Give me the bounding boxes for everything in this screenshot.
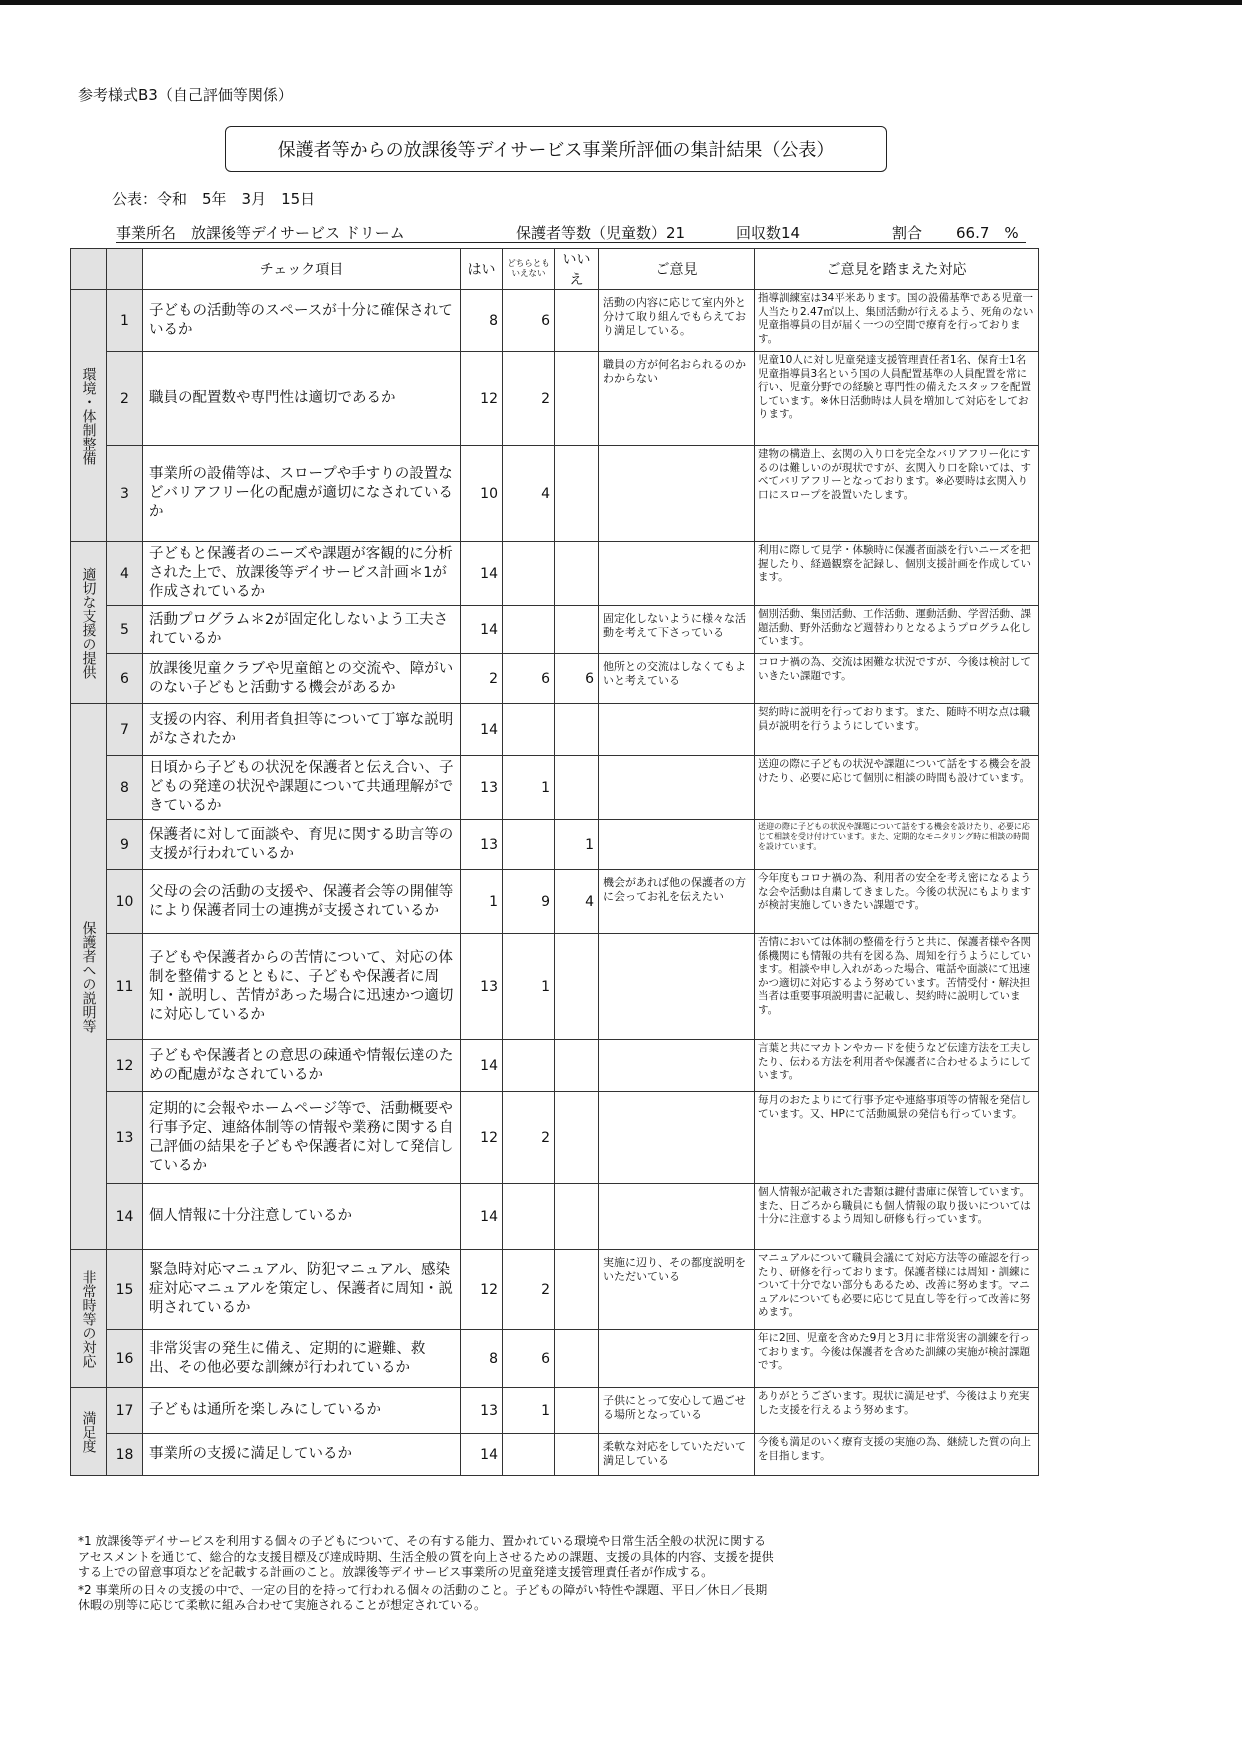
office-name: 事業所名 放課後等デイサービス ドリーム [116, 224, 405, 242]
opinion-text [599, 1184, 755, 1250]
opinion-text: 活動の内容に応じて室内外と分けて取り組んでもらえており満足している。 [599, 290, 755, 352]
guardian-count: 保護者等数（児童数）21 [516, 224, 686, 242]
check-item: 職員の配置数や専門性は適切であるか [143, 352, 461, 446]
yes-count: 13 [461, 1388, 503, 1434]
row-number: 2 [107, 352, 143, 446]
check-item: 子どもの活動等のスペースが十分に確保されているか [143, 290, 461, 352]
no-count [555, 704, 599, 756]
neither-count: 2 [503, 352, 555, 446]
table-row [71, 542, 1039, 606]
neither-count: 6 [503, 654, 555, 704]
response-count: 回収数14 [736, 224, 801, 242]
table-row [71, 606, 1039, 654]
response-text: 児童10人に対し児童発達支援管理責任者1名、保育士1名児童指導員3名という国の人員配置基準の人員配置を常に行い、児童分野での経験と専門性の備えたスタッフを配置しています。※休日活動時は人員を増加して対応をしております。 [755, 352, 1039, 446]
check-item: 定期的に会報やホームページ等で、活動概要や行事予定、連絡体制等の情報や業務に関する自己評価の結果を子どもや保護者に対して発信しているか [143, 1092, 461, 1184]
check-item: 事業所の設備等は、スロープや手すりの設置などバリアフリー化の配慮が適切になされているか [143, 446, 461, 542]
no-count [555, 1330, 599, 1388]
check-item: 緊急時対応マニュアル、防犯マニュアル、感染症対応マニュアルを策定し、保護者に周知・説明されているか [143, 1250, 461, 1330]
no-count [555, 352, 599, 446]
document-title: 保護者等からの放課後等デイサービス事業所評価の集計結果（公表） [225, 126, 887, 172]
opinion-text [599, 704, 755, 756]
table-row [71, 1250, 1039, 1330]
header-response: ご意見を踏まえた対応 [755, 249, 1039, 290]
response-text: 送迎の際に子どもの状況や課題について話をする機会を設けたり、必要に応じて個別に相談の時間も設けています。 [755, 756, 1039, 820]
category-label: 適切な支援の提供 [71, 542, 107, 704]
row-number: 10 [107, 870, 143, 934]
table-row [71, 1434, 1039, 1476]
no-count [555, 756, 599, 820]
no-count [555, 290, 599, 352]
opinion-text [599, 1092, 755, 1184]
response-text: 今年度もコロナ禍の為、利用者の安全を考え密になるような会や活動は自粛してきました。今後の状況にもよりますが検討実施していきたい課題です。 [755, 870, 1039, 934]
check-item: 放課後児童クラブや児童館との交流や、障がいのない子どもと活動する機会があるか [143, 654, 461, 704]
neither-count: 2 [503, 1250, 555, 1330]
opinion-text [599, 1330, 755, 1388]
check-item: 活動プログラム＊2が固定化しないよう工夫されているか [143, 606, 461, 654]
neither-count [503, 1040, 555, 1092]
table-row [71, 1184, 1039, 1250]
response-text: 建物の構造上、玄関の入り口を完全なバリアフリー化にするのは難しいのが現状ですが、玄関入り口を除いては、すべてバリアフリーとなっております。※必要時は玄関入り口にスロープを設置いたします。 [755, 446, 1039, 542]
table-row [71, 870, 1039, 934]
no-count [555, 1434, 599, 1476]
response-text: 個人情報が記載された書類は鍵付書庫に保管しています。また、日ごろから職員にも個人情報の取り扱いについては十分に注意するよう周知し研修も行っています。 [755, 1184, 1039, 1250]
opinion-text [599, 446, 755, 542]
yes-count: 13 [461, 756, 503, 820]
row-number: 15 [107, 1250, 143, 1330]
yes-count: 14 [461, 704, 503, 756]
no-count [555, 446, 599, 542]
opinion-text [599, 820, 755, 870]
no-count [555, 1250, 599, 1330]
yes-count: 12 [461, 1092, 503, 1184]
header-neither: どちらともいえない [503, 249, 555, 290]
response-text: 苦情においては体制の整備を行うと共に、保護者様や各関係機関にも情報の共有を図る為、周知を行うようにしています。相談や申し入れがあった場合、電話や面談にて迅速かつ適切に対応するよう努めています。苦情受付・解決担当者は重要事項説明書に記載し、契約時に説明しています。 [755, 934, 1039, 1040]
header-number-cell [107, 249, 143, 290]
table-row [71, 820, 1039, 870]
opinion-text [599, 934, 755, 1040]
row-number: 5 [107, 606, 143, 654]
yes-count: 8 [461, 1330, 503, 1388]
row-number: 6 [107, 654, 143, 704]
row-number: 1 [107, 290, 143, 352]
evaluation-table [70, 248, 1039, 1476]
neither-count: 9 [503, 870, 555, 934]
header-yes: はい [461, 249, 503, 290]
table-row [71, 654, 1039, 704]
row-number: 12 [107, 1040, 143, 1092]
check-item: 非常災害の発生に備え、定期的に避難、救出、その他必要な訓練が行われているか [143, 1330, 461, 1388]
table-row [71, 1092, 1039, 1184]
reference-label: 参考様式B3（自己評価等関係） [78, 86, 293, 104]
row-number: 11 [107, 934, 143, 1040]
check-item: 日頃から子どもの状況を保護者と伝え合い、子どもの発達の状況や課題について共通理解ができているか [143, 756, 461, 820]
response-text: 年に2回、児童を含めた9月と3月に非常災害の訓練を行っております。今後は保護者を含めた訓練の実施が検討課題です。 [755, 1330, 1039, 1388]
category-label: 保護者への説明等 [71, 704, 107, 1250]
opinion-text: 職員の方が何名おられるのかわからない [599, 352, 755, 446]
neither-count: 6 [503, 290, 555, 352]
neither-count [503, 820, 555, 870]
ratio-label: 割合 [892, 224, 923, 242]
publication-date: 公表：令和 5年 3月 15日 [112, 190, 316, 208]
row-number: 4 [107, 542, 143, 606]
row-number: 7 [107, 704, 143, 756]
response-text: 利用に際して見学・体験時に保護者面談を行いニーズを把握したり、経過観察を記録し、個別支援計画を作成しています。 [755, 542, 1039, 606]
response-text: 毎月のおたよりにて行事予定や連絡事項等の情報を発信しています。又、HPにて活動風景の発信も行っています。 [755, 1092, 1039, 1184]
check-item: 支援の内容、利用者負担等について丁寧な説明がなされたか [143, 704, 461, 756]
table-row [71, 446, 1039, 542]
row-number: 3 [107, 446, 143, 542]
response-text: 指導訓練室は34平米あります。国の設備基準である児童一人当たり2.47㎡以上、集団活動が行えるよう、死角のない児童指導員の目が届く一つの空間で療育を行っております。 [755, 290, 1039, 352]
category-label: 非常時等の対応 [71, 1250, 107, 1388]
neither-count: 4 [503, 446, 555, 542]
response-text: コロナ禍の為、交流は困難な状況ですが、今後は検討していきたい課題です。 [755, 654, 1039, 704]
neither-count: 1 [503, 756, 555, 820]
check-item: 保護者に対して面談や、育児に関する助言等の支援が行われているか [143, 820, 461, 870]
neither-count [503, 606, 555, 654]
neither-count: 1 [503, 1388, 555, 1434]
opinion-text: 機会があれば他の保護者の方に会ってお礼を伝えたい [599, 870, 755, 934]
table-row [71, 352, 1039, 446]
response-text: 個別活動、集団活動、工作活動、運動活動、学習活動、課題活動、野外活動など週替わりとなるようプログラム化しています。 [755, 606, 1039, 654]
footnotes [78, 1534, 778, 1616]
row-number: 14 [107, 1184, 143, 1250]
category-label: 環境・体制整備 [71, 290, 107, 542]
check-item: 子どもは通所を楽しみにしているか [143, 1388, 461, 1434]
neither-count: 2 [503, 1092, 555, 1184]
response-text: 言葉と共にマカトンやカードを使うなど伝達方法を工夫したり、伝わる方法を利用者や保護者に合わせるようにしています。 [755, 1040, 1039, 1092]
neither-count [503, 1434, 555, 1476]
neither-count: 1 [503, 934, 555, 1040]
row-number: 9 [107, 820, 143, 870]
row-number: 18 [107, 1434, 143, 1476]
opinion-text: 柔軟な対応をしていただいて満足している [599, 1434, 755, 1476]
opinion-text: 実施に辺り、その都度説明をいただいている [599, 1250, 755, 1330]
check-item: 子どもや保護者からの苦情について、対応の体制を整備するとともに、子どもや保護者に周知・説明し、苦情があった場合に迅速かつ適切に対応しているか [143, 934, 461, 1040]
response-text: 今後も満足のいく療育支援の実施の為、継続した質の向上を目指します。 [755, 1434, 1039, 1476]
no-count: 6 [555, 654, 599, 704]
check-item: 子どもや保護者との意思の疎通や情報伝達のための配慮がなされているか [143, 1040, 461, 1092]
header-item: チェック項目 [143, 249, 461, 290]
table-row [71, 934, 1039, 1040]
check-item: 子どもと保護者のニーズや課題が客観的に分析された上で、放課後等デイサービス計画＊1が作成されているか [143, 542, 461, 606]
yes-count: 1 [461, 870, 503, 934]
response-text: 契約時に説明を行っております。また、随時不明な点は職員が説明を行うようにしています。 [755, 704, 1039, 756]
row-number: 16 [107, 1330, 143, 1388]
header-opinion: ご意見 [599, 249, 755, 290]
opinion-text: 固定化しないように様々な活動を考えて下さっている [599, 606, 755, 654]
table-row [71, 704, 1039, 756]
opinion-text [599, 1040, 755, 1092]
header-no: いいえ [555, 249, 599, 290]
no-count [555, 1040, 599, 1092]
yes-count: 12 [461, 352, 503, 446]
yes-count: 8 [461, 290, 503, 352]
neither-count [503, 704, 555, 756]
yes-count: 2 [461, 654, 503, 704]
no-count [555, 542, 599, 606]
row-number: 17 [107, 1388, 143, 1434]
response-text: 送迎の際に子どもの状況や課題について話をする機会を設けたり、必要に応じて相談を受け付けています。また、定期的なモニタリング時に相談の時間を設けています。 [755, 820, 1039, 870]
yes-count: 14 [461, 606, 503, 654]
table-row [71, 1388, 1039, 1434]
yes-count: 13 [461, 934, 503, 1040]
header-row [71, 249, 1039, 290]
response-text: マニュアルについて職員会議にて対応方法等の確認を行ったり、研修を行っております。保護者様には周知・訓練について十分でない部分もあるため、改善に努めます。マニュアルについても必要に応じて見直し等を行って改善に努めます。 [755, 1250, 1039, 1330]
no-count [555, 1184, 599, 1250]
opinion-text [599, 542, 755, 606]
opinion-text: 他所との交流はしなくてもよいと考えている [599, 654, 755, 704]
row-number: 13 [107, 1092, 143, 1184]
yes-count: 14 [461, 1434, 503, 1476]
yes-count: 12 [461, 1250, 503, 1330]
top-border [0, 0, 1242, 5]
header-category-cell [71, 249, 107, 290]
check-item: 事業所の支援に満足しているか [143, 1434, 461, 1476]
neither-count [503, 542, 555, 606]
opinion-text: 子供にとって安心して過ごせる場所となっている [599, 1388, 755, 1434]
no-count [555, 934, 599, 1040]
check-item: 父母の会の活動の支援や、保護者会等の開催等により保護者同士の連携が支援されているか [143, 870, 461, 934]
check-item: 個人情報に十分注意しているか [143, 1184, 461, 1250]
yes-count: 14 [461, 1184, 503, 1250]
table-row [71, 756, 1039, 820]
no-count [555, 1388, 599, 1434]
row-number: 8 [107, 756, 143, 820]
category-label: 満足度 [71, 1388, 107, 1476]
footnote-1: *1 放課後等デイサービスを利用する個々の子どもについて、その有する能力、置かれている環境や日常生活全般の状況に関するアセスメントを通じて、総合的な支援目標及び達成時期、生活全般の質を向上させるための課題、支援の具体的内容、支援を提供する上での留意事項などを記載する計画のこと。放課後等デイサービス事業所の児童発達支援管理責任者が作成する。 [78, 1534, 774, 1579]
yes-count: 14 [461, 1040, 503, 1092]
meta-line [116, 222, 1026, 243]
neither-count [503, 1184, 555, 1250]
footnote-2: *2 事業所の日々の支援の中で、一定の目的を持って行われる個々の活動のこと。子どもの障がい特性や課題、平日／休日／長期休暇の別等に応じて柔軟に組み合わせて実施されることが想定されている。 [78, 1582, 768, 1612]
table-row [71, 290, 1039, 352]
ratio-value: 66.7 % [956, 224, 1019, 242]
yes-count: 13 [461, 820, 503, 870]
response-text: ありがとうございます。現状に満足せず、今後はより充実した支援を行えるよう努めます。 [755, 1388, 1039, 1434]
opinion-text [599, 756, 755, 820]
no-count [555, 606, 599, 654]
no-count [555, 1092, 599, 1184]
no-count: 1 [555, 820, 599, 870]
neither-count: 6 [503, 1330, 555, 1388]
table-row [71, 1040, 1039, 1092]
table-row [71, 1330, 1039, 1388]
yes-count: 14 [461, 542, 503, 606]
no-count: 4 [555, 870, 599, 934]
yes-count: 10 [461, 446, 503, 542]
